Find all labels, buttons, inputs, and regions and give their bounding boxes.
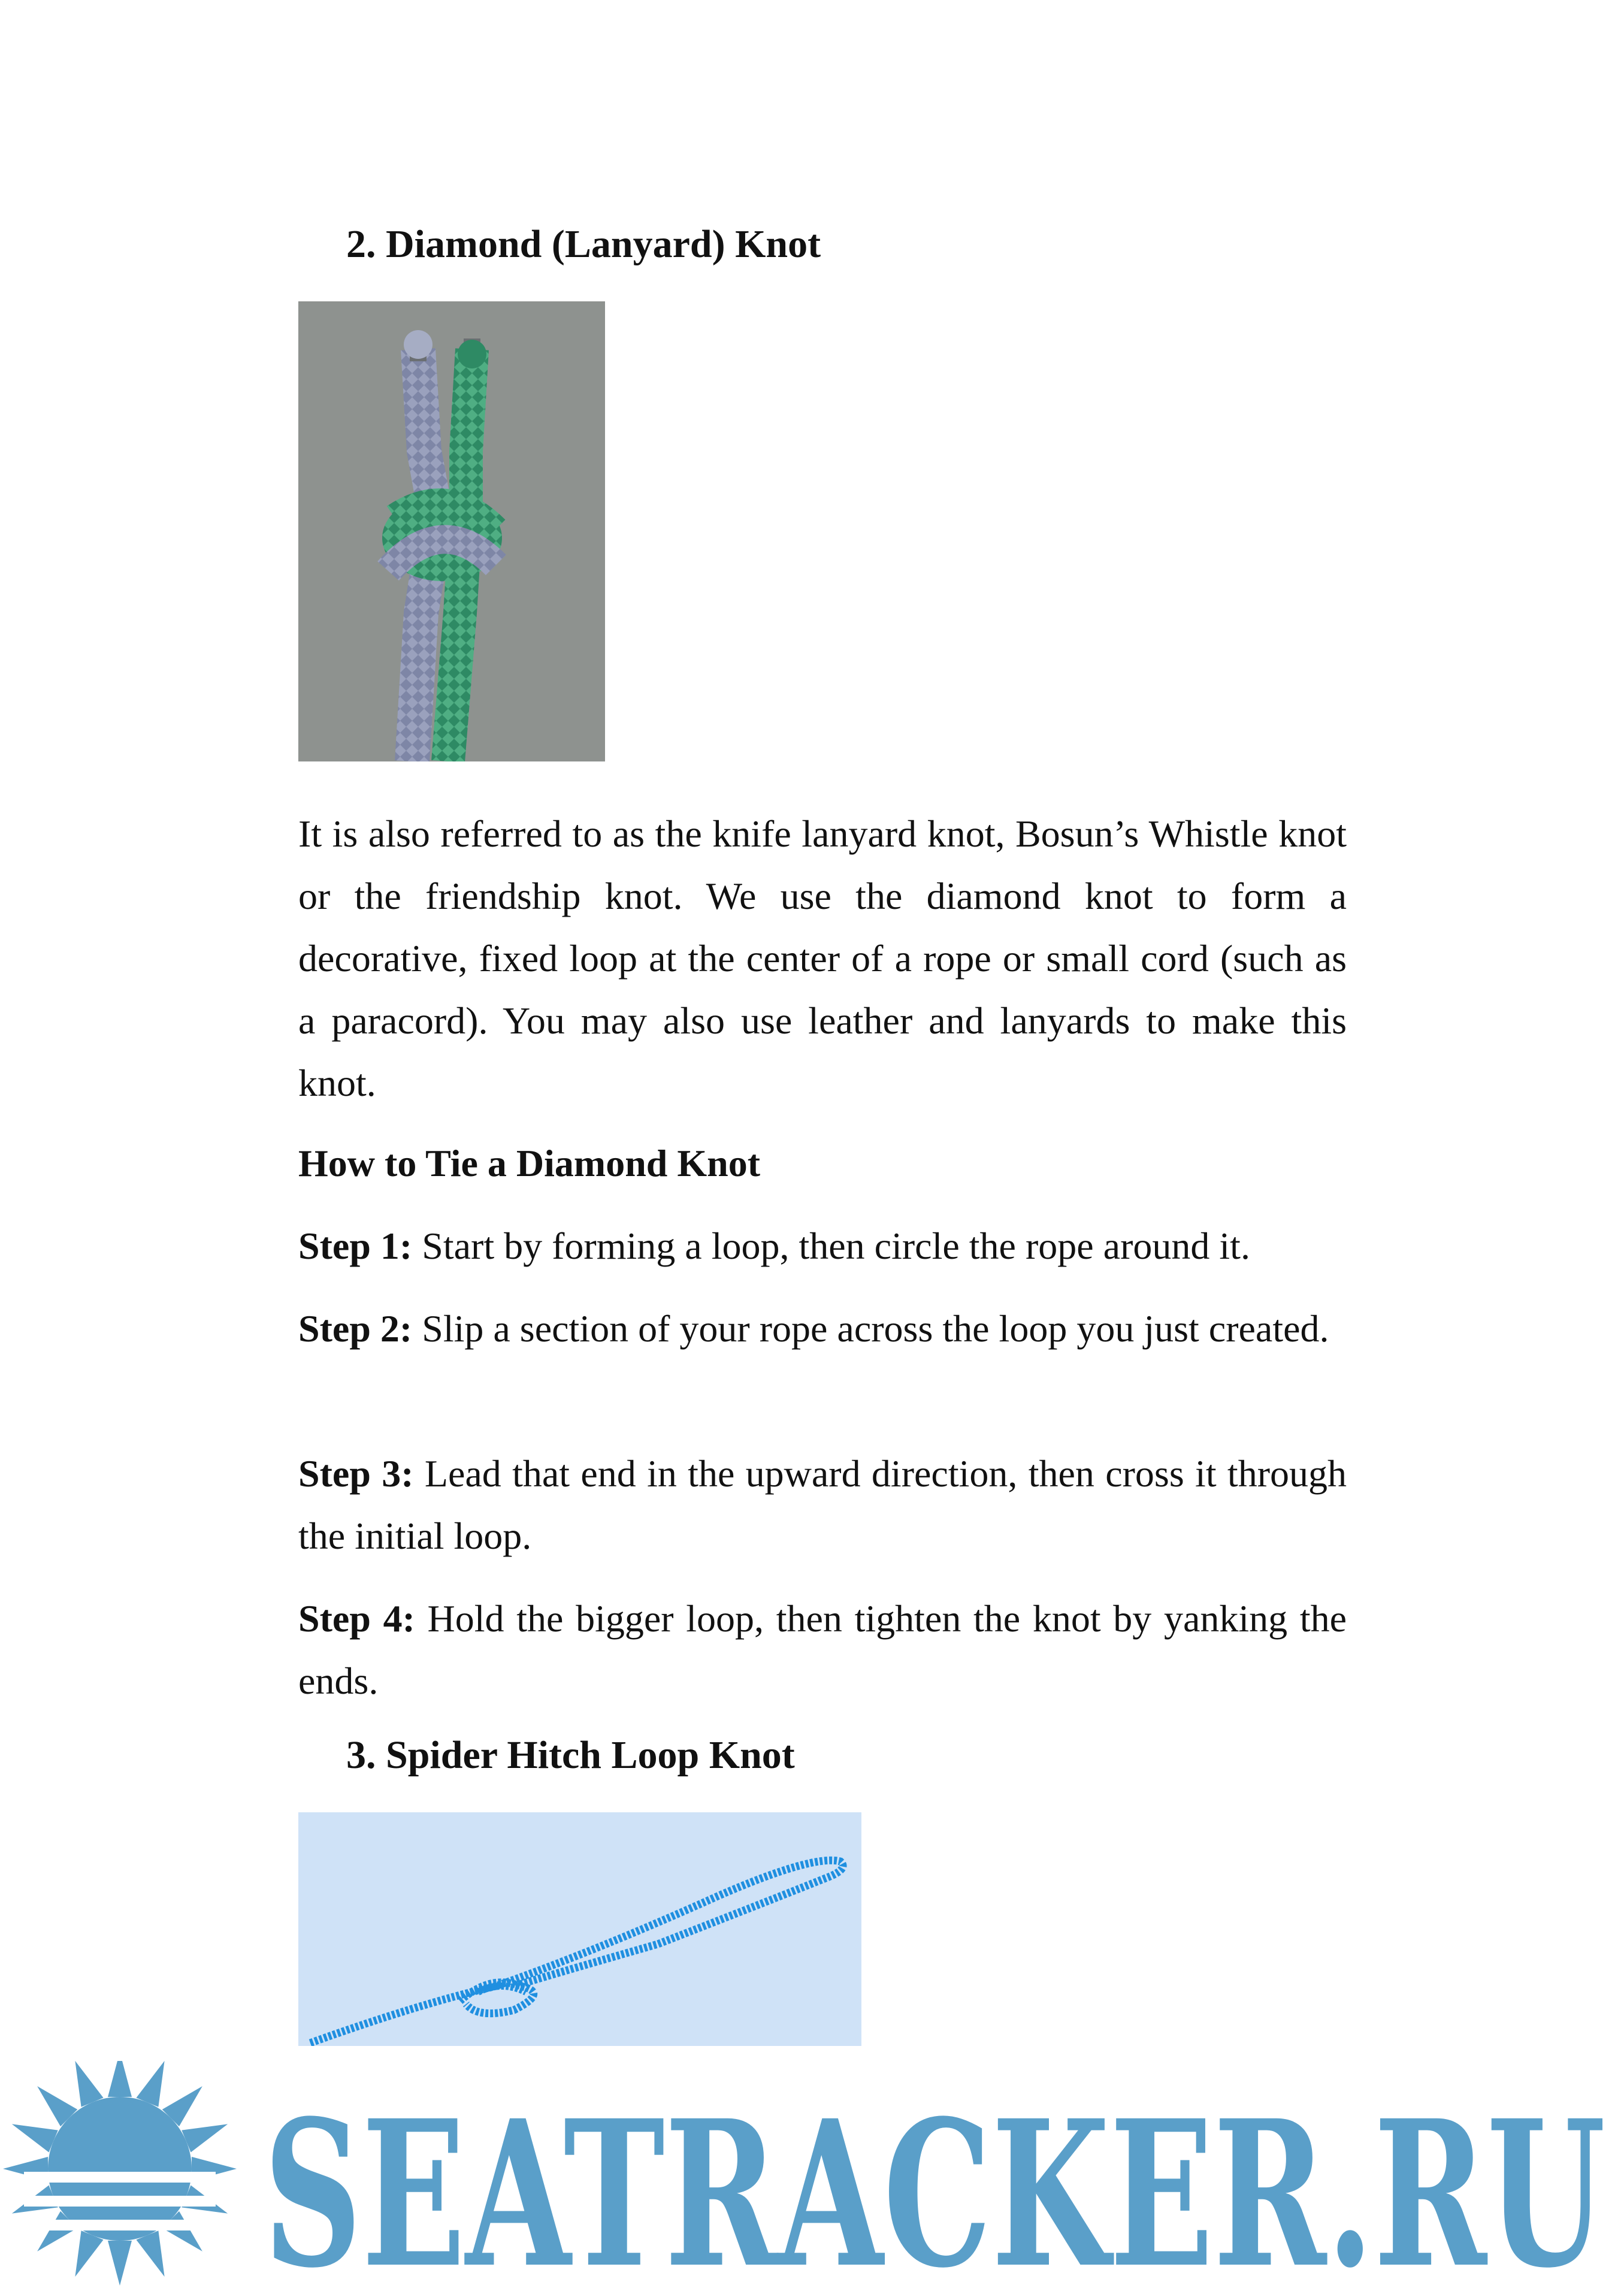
spider-hitch-illustration — [298, 1812, 861, 2046]
step-1-label: Step 1: — [298, 1225, 413, 1267]
diamond-intro-paragraph: It is also referred to as the knife lanyard knot, Bosun’s Whistle knot or the friendship knot. We use the diamond knot to form a decorative, fixed loop at the center of a rope or small cord (such as a paracord). You may also use leather and lanyards to make this knot. — [298, 812, 1347, 1104]
section-heading-spider: 3. Spider Hitch Loop Knot — [346, 1733, 795, 1777]
step-4-label: Step 4: — [298, 1597, 415, 1640]
step-3-label: Step 3: — [298, 1452, 414, 1495]
diamond-knot-photo — [298, 301, 605, 761]
section-heading-diamond: 2. Diamond (Lanyard) Knot — [346, 222, 821, 266]
step-1 — [298, 1215, 1347, 1277]
step-2-text: Slip a section of your rope across the loop you just created. — [412, 1307, 1329, 1350]
diamond-knot-illustration — [298, 301, 605, 761]
step-4-text: Hold the bigger loop, then tighten the knot by yanking the ends. — [298, 1597, 1347, 1702]
step-1-text: Start by forming a loop, then circle the rope around it. — [412, 1225, 1250, 1267]
step-2 — [298, 1298, 1347, 1360]
sun-logo-icon — [3, 2061, 237, 2286]
step-3-text: Lead that end in the upward direction, then cross it through the initial loop. — [298, 1452, 1347, 1557]
spider-hitch-image — [298, 1812, 861, 2046]
watermark-text: SEATRACKER.RU — [264, 2077, 1605, 2291]
watermark — [0, 2061, 1624, 2291]
step-2-label: Step 2: — [298, 1307, 413, 1350]
step-3 — [298, 1443, 1347, 1567]
how-to-heading: How to Tie a Diamond Knot — [298, 1142, 761, 1184]
step-4 — [298, 1588, 1347, 1712]
